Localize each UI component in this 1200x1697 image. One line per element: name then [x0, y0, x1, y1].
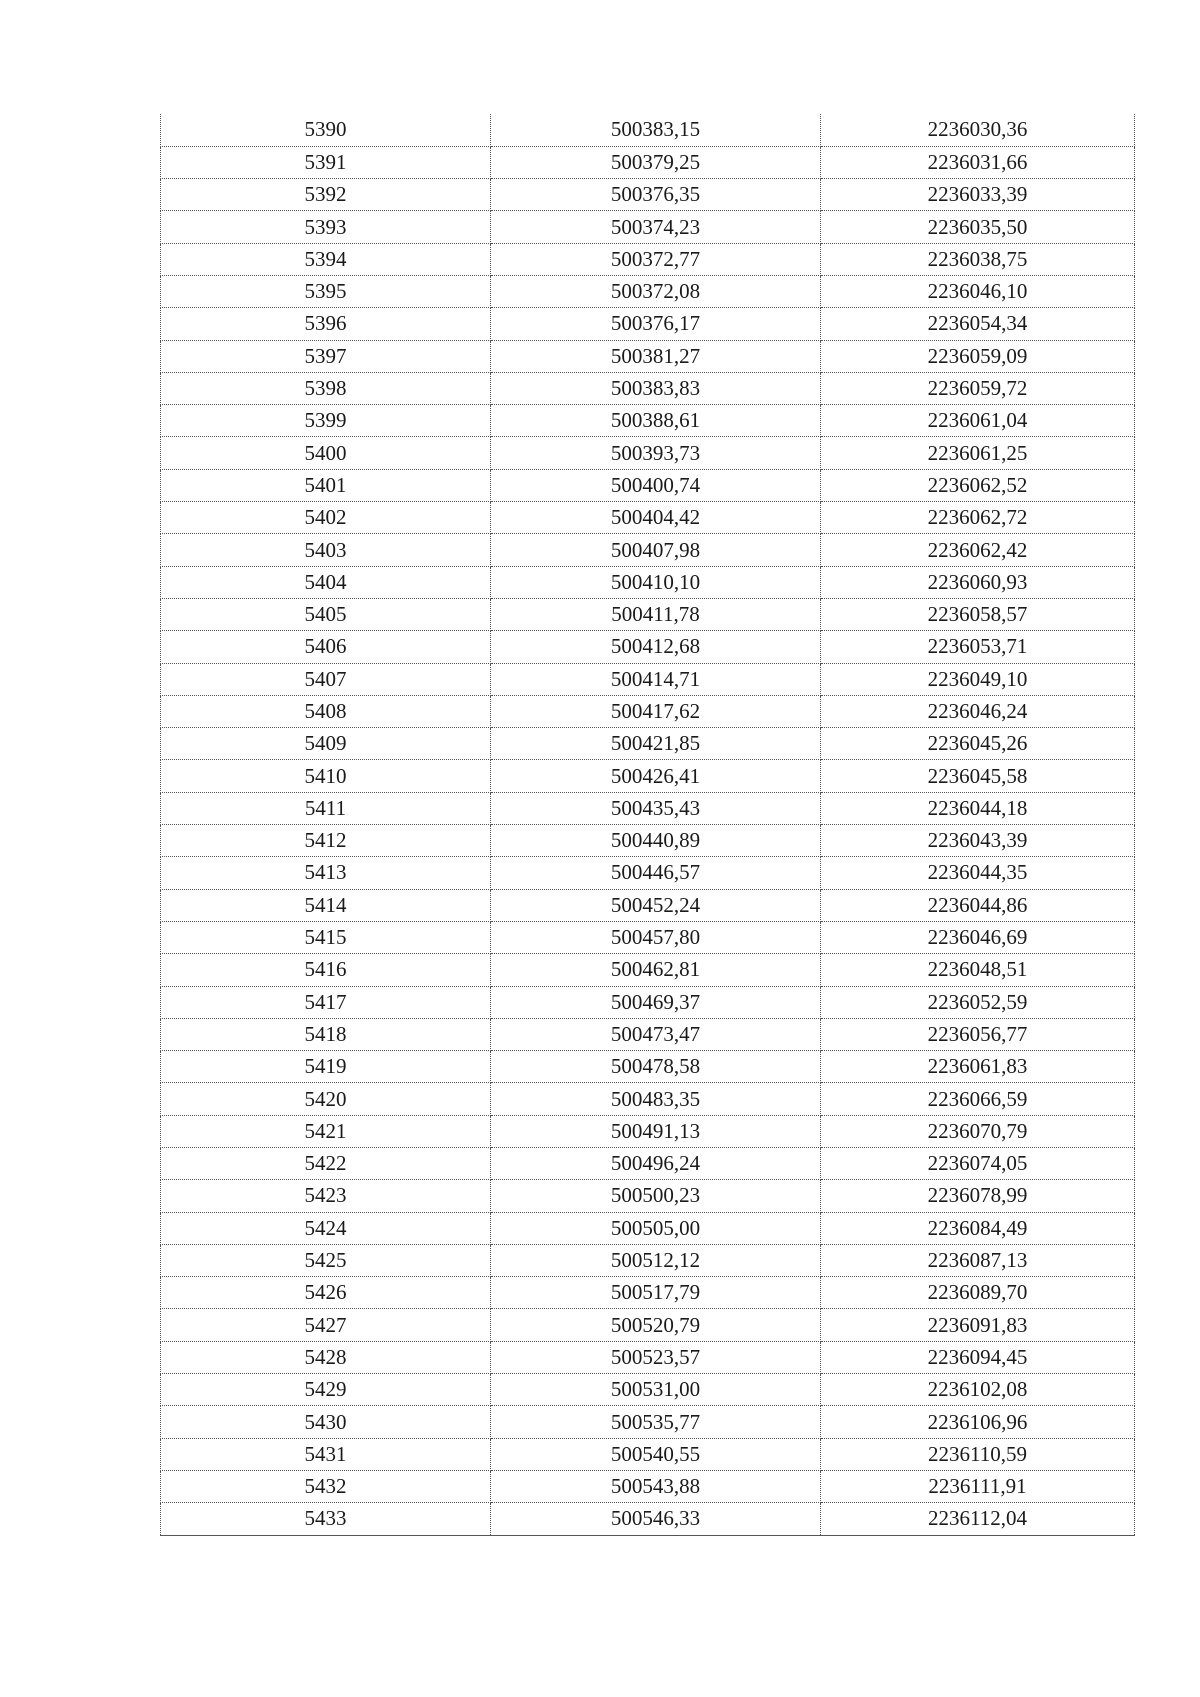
x-coordinate-cell: 500462,81: [491, 954, 821, 986]
y-coordinate-cell: 2236046,24: [821, 695, 1135, 727]
point-number-cell: 5406: [161, 631, 491, 663]
x-coordinate-cell: 500411,78: [491, 598, 821, 630]
y-coordinate-cell: 2236054,34: [821, 308, 1135, 340]
table-row: [161, 1470, 1135, 1502]
point-number-cell: 5397: [161, 340, 491, 372]
table-row: [161, 1051, 1135, 1083]
point-number-cell: 5409: [161, 728, 491, 760]
y-coordinate-cell: 2236044,35: [821, 857, 1135, 889]
point-number-cell: 5422: [161, 1148, 491, 1180]
y-coordinate-cell: 2236091,83: [821, 1309, 1135, 1341]
table-row: [161, 1438, 1135, 1470]
y-coordinate-cell: 2236062,52: [821, 469, 1135, 501]
y-coordinate-cell: 2236061,83: [821, 1051, 1135, 1083]
point-number-cell: 5428: [161, 1341, 491, 1373]
x-coordinate-cell: 500421,85: [491, 728, 821, 760]
table-row: [161, 1083, 1135, 1115]
point-number-cell: 5404: [161, 566, 491, 598]
point-number-cell: 5405: [161, 598, 491, 630]
point-number-cell: 5426: [161, 1277, 491, 1309]
table-row: [161, 1018, 1135, 1050]
x-coordinate-cell: 500410,10: [491, 566, 821, 598]
x-coordinate-cell: 500496,24: [491, 1148, 821, 1180]
y-coordinate-cell: 2236060,93: [821, 566, 1135, 598]
point-number-cell: 5402: [161, 502, 491, 534]
table-row: [161, 1212, 1135, 1244]
y-coordinate-cell: 2236049,10: [821, 663, 1135, 695]
table-row: [161, 728, 1135, 760]
table-row: [161, 792, 1135, 824]
x-coordinate-cell: 500414,71: [491, 663, 821, 695]
table-row: [161, 1277, 1135, 1309]
x-coordinate-cell: 500452,24: [491, 889, 821, 921]
y-coordinate-cell: 2236102,08: [821, 1374, 1135, 1406]
x-coordinate-cell: 500500,23: [491, 1180, 821, 1212]
y-coordinate-cell: 2236061,25: [821, 437, 1135, 469]
table-row: [161, 308, 1135, 340]
point-number-cell: 5398: [161, 372, 491, 404]
x-coordinate-cell: 500374,23: [491, 211, 821, 243]
y-coordinate-cell: 2236044,18: [821, 792, 1135, 824]
y-coordinate-cell: 2236084,49: [821, 1212, 1135, 1244]
y-coordinate-cell: 2236106,96: [821, 1406, 1135, 1438]
y-coordinate-cell: 2236062,72: [821, 502, 1135, 534]
x-coordinate-cell: 500546,33: [491, 1503, 821, 1535]
point-number-cell: 5403: [161, 534, 491, 566]
x-coordinate-cell: 500531,00: [491, 1374, 821, 1406]
table-body: [161, 114, 1135, 1535]
x-coordinate-cell: 500372,08: [491, 275, 821, 307]
x-coordinate-cell: 500381,27: [491, 340, 821, 372]
x-coordinate-cell: 500457,80: [491, 921, 821, 953]
table-row: [161, 825, 1135, 857]
x-coordinate-cell: 500440,89: [491, 825, 821, 857]
y-coordinate-cell: 2236053,71: [821, 631, 1135, 663]
table-row: [161, 340, 1135, 372]
x-coordinate-cell: 500517,79: [491, 1277, 821, 1309]
y-coordinate-cell: 2236061,04: [821, 405, 1135, 437]
x-coordinate-cell: 500491,13: [491, 1115, 821, 1147]
point-number-cell: 5417: [161, 986, 491, 1018]
x-coordinate-cell: 500543,88: [491, 1470, 821, 1502]
table-row: [161, 1148, 1135, 1180]
y-coordinate-cell: 2236048,51: [821, 954, 1135, 986]
table-row: [161, 1503, 1135, 1535]
table-row: [161, 211, 1135, 243]
point-number-cell: 5421: [161, 1115, 491, 1147]
x-coordinate-cell: 500523,57: [491, 1341, 821, 1373]
point-number-cell: 5411: [161, 792, 491, 824]
point-number-cell: 5423: [161, 1180, 491, 1212]
table-row: [161, 889, 1135, 921]
table-row: [161, 502, 1135, 534]
x-coordinate-cell: 500535,77: [491, 1406, 821, 1438]
table-row: [161, 921, 1135, 953]
table-row: [161, 1115, 1135, 1147]
table-row: [161, 1374, 1135, 1406]
table-row: [161, 663, 1135, 695]
point-number-cell: 5429: [161, 1374, 491, 1406]
x-coordinate-cell: 500520,79: [491, 1309, 821, 1341]
table-row: [161, 1180, 1135, 1212]
x-coordinate-cell: 500407,98: [491, 534, 821, 566]
table-row: [161, 469, 1135, 501]
y-coordinate-cell: 2236087,13: [821, 1244, 1135, 1276]
table-row: [161, 275, 1135, 307]
point-number-cell: 5410: [161, 760, 491, 792]
y-coordinate-cell: 2236045,26: [821, 728, 1135, 760]
point-number-cell: 5393: [161, 211, 491, 243]
point-number-cell: 5415: [161, 921, 491, 953]
y-coordinate-cell: 2236062,42: [821, 534, 1135, 566]
table-row: [161, 857, 1135, 889]
table-row: [161, 243, 1135, 275]
point-number-cell: 5418: [161, 1018, 491, 1050]
y-coordinate-cell: 2236074,05: [821, 1148, 1135, 1180]
y-coordinate-cell: 2236112,04: [821, 1503, 1135, 1535]
y-coordinate-cell: 2236094,45: [821, 1341, 1135, 1373]
point-number-cell: 5431: [161, 1438, 491, 1470]
y-coordinate-cell: 2236038,75: [821, 243, 1135, 275]
y-coordinate-cell: 2236030,36: [821, 114, 1135, 146]
table-row: [161, 986, 1135, 1018]
point-number-cell: 5396: [161, 308, 491, 340]
y-coordinate-cell: 2236044,86: [821, 889, 1135, 921]
table-row: [161, 695, 1135, 727]
table-row: [161, 1341, 1135, 1373]
table-row: [161, 1309, 1135, 1341]
point-number-cell: 5413: [161, 857, 491, 889]
y-coordinate-cell: 2236111,91: [821, 1470, 1135, 1502]
y-coordinate-cell: 2236043,39: [821, 825, 1135, 857]
point-number-cell: 5401: [161, 469, 491, 501]
x-coordinate-cell: 500388,61: [491, 405, 821, 437]
y-coordinate-cell: 2236056,77: [821, 1018, 1135, 1050]
y-coordinate-cell: 2236033,39: [821, 179, 1135, 211]
point-number-cell: 5420: [161, 1083, 491, 1115]
point-number-cell: 5394: [161, 243, 491, 275]
y-coordinate-cell: 2236066,59: [821, 1083, 1135, 1115]
table-row: [161, 372, 1135, 404]
y-coordinate-cell: 2236058,57: [821, 598, 1135, 630]
x-coordinate-cell: 500379,25: [491, 146, 821, 178]
x-coordinate-cell: 500393,73: [491, 437, 821, 469]
point-number-cell: 5412: [161, 825, 491, 857]
table-row: [161, 598, 1135, 630]
y-coordinate-cell: 2236059,09: [821, 340, 1135, 372]
y-coordinate-cell: 2236078,99: [821, 1180, 1135, 1212]
table-row: [161, 534, 1135, 566]
y-coordinate-cell: 2236035,50: [821, 211, 1135, 243]
x-coordinate-cell: 500376,35: [491, 179, 821, 211]
point-number-cell: 5390: [161, 114, 491, 146]
table-row: [161, 179, 1135, 211]
point-number-cell: 5408: [161, 695, 491, 727]
y-coordinate-cell: 2236070,79: [821, 1115, 1135, 1147]
point-number-cell: 5432: [161, 1470, 491, 1502]
y-coordinate-cell: 2236089,70: [821, 1277, 1135, 1309]
table-row: [161, 566, 1135, 598]
x-coordinate-cell: 500505,00: [491, 1212, 821, 1244]
x-coordinate-cell: 500478,58: [491, 1051, 821, 1083]
x-coordinate-cell: 500469,37: [491, 986, 821, 1018]
y-coordinate-cell: 2236059,72: [821, 372, 1135, 404]
y-coordinate-cell: 2236046,69: [821, 921, 1135, 953]
x-coordinate-cell: 500426,41: [491, 760, 821, 792]
point-number-cell: 5425: [161, 1244, 491, 1276]
point-number-cell: 5424: [161, 1212, 491, 1244]
point-number-cell: 5427: [161, 1309, 491, 1341]
y-coordinate-cell: 2236046,10: [821, 275, 1135, 307]
x-coordinate-cell: 500376,17: [491, 308, 821, 340]
point-number-cell: 5399: [161, 405, 491, 437]
x-coordinate-cell: 500512,12: [491, 1244, 821, 1276]
point-number-cell: 5407: [161, 663, 491, 695]
x-coordinate-cell: 500417,62: [491, 695, 821, 727]
table-row: [161, 405, 1135, 437]
x-coordinate-cell: 500446,57: [491, 857, 821, 889]
table-row: [161, 1406, 1135, 1438]
x-coordinate-cell: 500400,74: [491, 469, 821, 501]
x-coordinate-cell: 500540,55: [491, 1438, 821, 1470]
x-coordinate-cell: 500383,83: [491, 372, 821, 404]
y-coordinate-cell: 2236045,58: [821, 760, 1135, 792]
point-number-cell: 5430: [161, 1406, 491, 1438]
table-row: [161, 1244, 1135, 1276]
y-coordinate-cell: 2236110,59: [821, 1438, 1135, 1470]
point-number-cell: 5419: [161, 1051, 491, 1083]
table-row: [161, 954, 1135, 986]
table-row: [161, 437, 1135, 469]
table-row: [161, 114, 1135, 146]
y-coordinate-cell: 2236031,66: [821, 146, 1135, 178]
x-coordinate-cell: 500435,43: [491, 792, 821, 824]
y-coordinate-cell: 2236052,59: [821, 986, 1135, 1018]
table-row: [161, 631, 1135, 663]
point-number-cell: 5391: [161, 146, 491, 178]
x-coordinate-cell: 500412,68: [491, 631, 821, 663]
point-number-cell: 5416: [161, 954, 491, 986]
point-number-cell: 5433: [161, 1503, 491, 1535]
x-coordinate-cell: 500404,42: [491, 502, 821, 534]
x-coordinate-cell: 500483,35: [491, 1083, 821, 1115]
x-coordinate-cell: 500372,77: [491, 243, 821, 275]
x-coordinate-cell: 500473,47: [491, 1018, 821, 1050]
x-coordinate-cell: 500383,15: [491, 114, 821, 146]
point-number-cell: 5400: [161, 437, 491, 469]
coordinates-table: [160, 114, 1135, 1536]
table-row: [161, 760, 1135, 792]
point-number-cell: 5414: [161, 889, 491, 921]
point-number-cell: 5392: [161, 179, 491, 211]
table-row: [161, 146, 1135, 178]
point-number-cell: 5395: [161, 275, 491, 307]
